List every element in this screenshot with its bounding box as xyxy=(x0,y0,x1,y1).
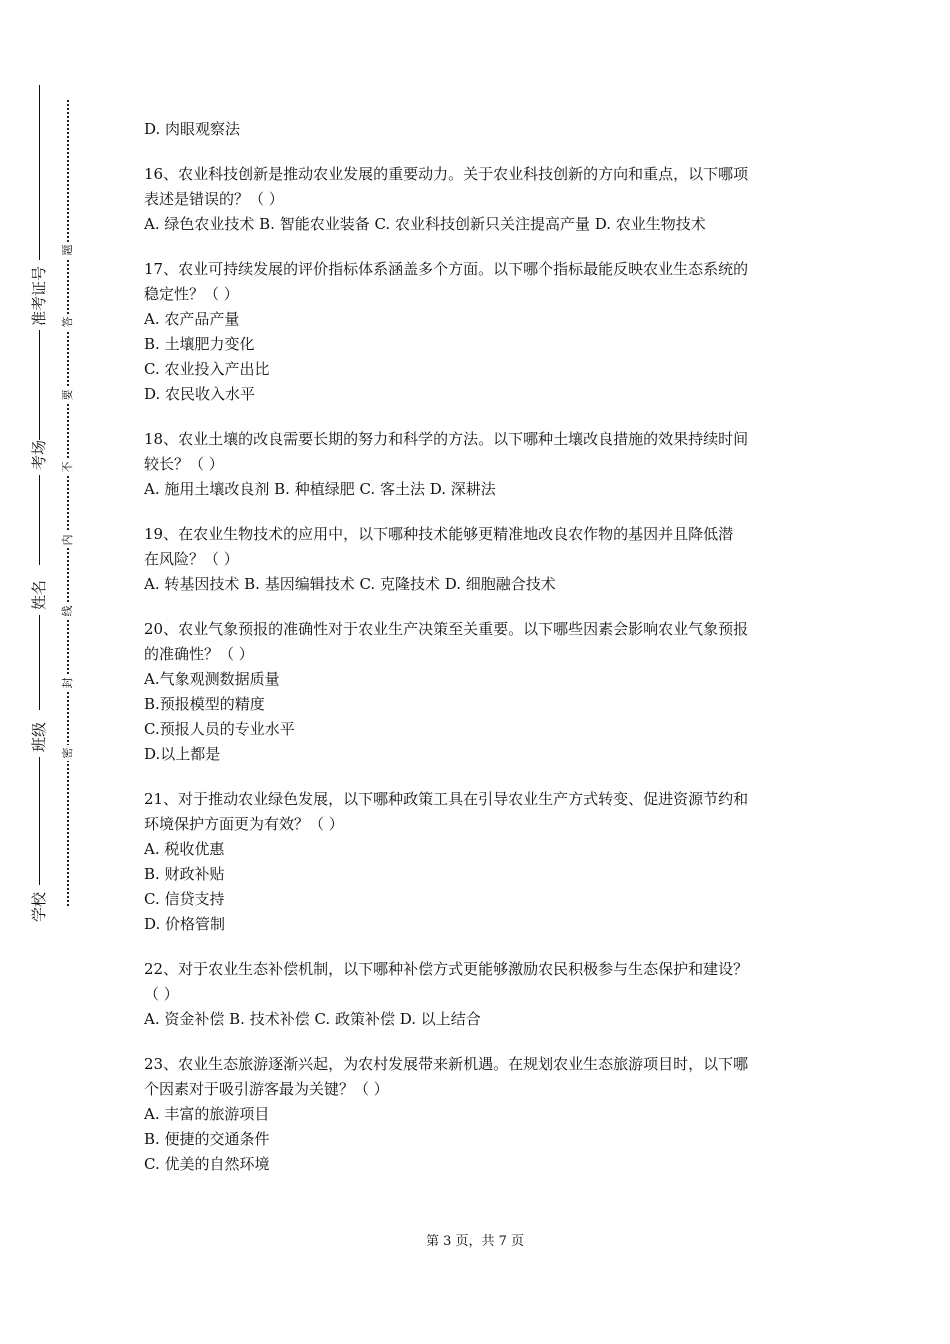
question-text: 在风险？（ ） xyxy=(144,550,239,568)
option-a: A.气象观测数据质量 xyxy=(144,670,280,688)
seal-char: 题 xyxy=(61,242,75,258)
question-19 xyxy=(144,522,814,597)
seal-char: 内 xyxy=(61,532,75,548)
question-text: 22、对于农业生态补偿机制，以下哪种补偿方式更能够激励农民积极参与生态保护和建设？ xyxy=(144,960,749,978)
margin-line xyxy=(39,330,40,440)
question-21 xyxy=(144,787,814,937)
question-text: 个因素对于吸引游客最为关键？（ ） xyxy=(144,1080,389,1098)
option-c: C. 信贷支持 xyxy=(144,890,225,908)
option-b: B. 财政补贴 xyxy=(144,865,225,883)
option-line: A. 转基因技术 B. 基因编辑技术 C. 克隆技术 D. 细胞融合技术 xyxy=(144,575,556,593)
class-label: 班级 xyxy=(30,721,48,752)
question-text: 表述是错误的？（ ） xyxy=(144,190,284,208)
margin-line xyxy=(39,85,40,260)
question-text: 稳定性？（ ） xyxy=(144,285,239,303)
option-line: A. 绿色农业技术 B. 智能农业装备 C. 农业科技创新只关注提高产量 D. 农业生物技术 xyxy=(144,215,706,233)
option-d: D. 价格管制 xyxy=(144,915,226,933)
option-b: B.预报模型的精度 xyxy=(144,695,265,713)
question-15-tail xyxy=(144,117,814,142)
question-text: 的准确性？（ ） xyxy=(144,645,254,663)
question-text: 17、农业可持续发展的评价指标体系涵盖多个方面。以下哪个指标最能反映农业生态系统的 xyxy=(144,260,749,278)
exam-id-label: 准考证号 xyxy=(30,265,48,326)
question-16 xyxy=(144,162,814,237)
question-text: 16、农业科技创新是推动农业发展的重要动力。关于农业科技创新的方向和重点，以下哪项 xyxy=(144,165,749,183)
margin-line xyxy=(39,615,40,710)
option-a: A. 税收优惠 xyxy=(144,840,225,858)
option-a: A. 农产品产量 xyxy=(144,310,240,328)
option-c: C.预报人员的专业水平 xyxy=(144,720,295,738)
option-d: D. 农民收入水平 xyxy=(144,385,256,403)
question-20 xyxy=(144,617,814,767)
question-list xyxy=(144,117,814,1197)
margin-line xyxy=(39,475,40,565)
question-text: 较长？（ ） xyxy=(144,455,224,473)
option-a: A. 丰富的旅游项目 xyxy=(144,1105,270,1123)
margin-line xyxy=(39,757,40,885)
seal-char: 答 xyxy=(61,314,75,330)
question-22 xyxy=(144,957,814,1032)
question-text: 环境保护方面更为有效？（ ） xyxy=(144,815,344,833)
question-text: 21、对于推动农业绿色发展，以下哪种政策工具在引导农业生产方式转变、促进资源节约和 xyxy=(144,790,749,808)
option-line: A. 施用土壤改良剂 B. 种植绿肥 C. 客土法 D. 深耕法 xyxy=(144,480,496,498)
name-label: 姓名 xyxy=(30,579,48,610)
seal-char: 要 xyxy=(61,387,75,403)
question-text: 23、农业生态旅游逐渐兴起，为农村发展带来新机遇。在规划农业生态旅游项目时，以下哪 xyxy=(144,1055,749,1073)
option-line: A. 资金补偿 B. 技术补偿 C. 政策补偿 D. 以上结合 xyxy=(144,1010,481,1028)
seal-dotted-line xyxy=(67,100,69,906)
option-b: B. 便捷的交通条件 xyxy=(144,1130,270,1148)
seal-char: 密 xyxy=(61,745,75,761)
option-line: D. 肉眼观察法 xyxy=(144,120,241,138)
page-number: 第 3 页，共 7 页 xyxy=(425,1234,525,1249)
question-text: 20、农业气象预报的准确性对于农业生产决策至关重要。以下哪些因素会影响农业气象预报 xyxy=(144,620,749,638)
option-d: D.以上都是 xyxy=(144,745,221,763)
seal-char: 线 xyxy=(61,603,75,619)
question-text: （ ） xyxy=(144,985,179,1003)
question-text: 19、在农业生物技术的应用中，以下哪种技术能够更精准地改良农作物的基因并且降低潜 xyxy=(144,525,734,543)
seal-char: 不 xyxy=(61,459,75,475)
option-c: C. 农业投入产出比 xyxy=(144,360,270,378)
school-label: 学校 xyxy=(30,891,48,922)
question-18 xyxy=(144,427,814,502)
exam-room-label: 考场 xyxy=(30,439,48,470)
option-b: B. 土壤肥力变化 xyxy=(144,335,255,353)
seal-char: 封 xyxy=(61,675,75,691)
question-17 xyxy=(144,257,814,407)
option-c: C. 优美的自然环境 xyxy=(144,1155,270,1173)
question-23 xyxy=(144,1052,814,1177)
question-text: 18、农业土壤的改良需要长期的努力和科学的方法。以下哪种土壤改良措施的效果持续时间 xyxy=(144,430,749,448)
